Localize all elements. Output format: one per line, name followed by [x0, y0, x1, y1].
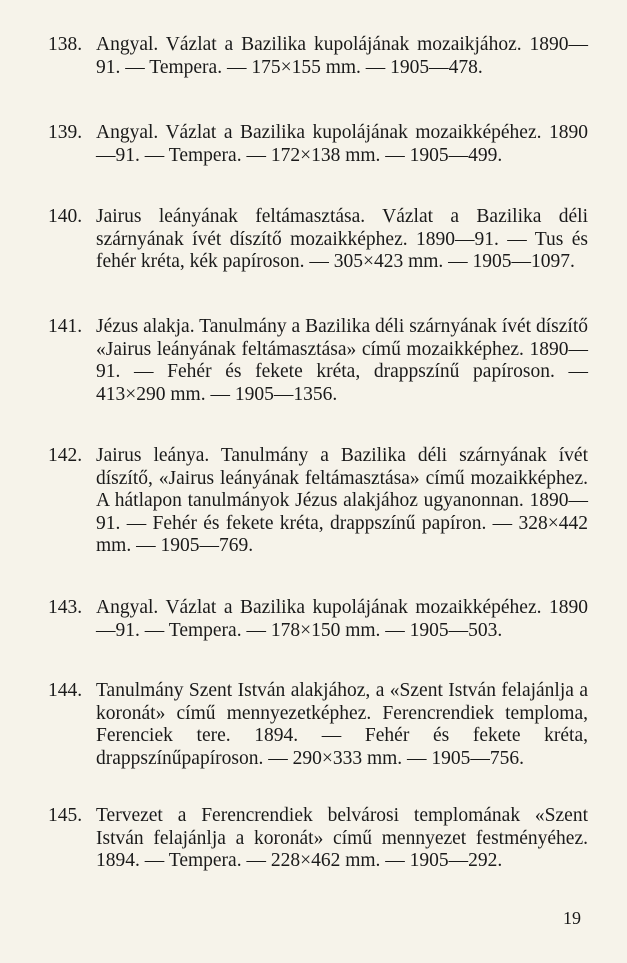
entry-text: Angyal. Vázlat a Bazilika kupolájának mozaikképéhez. 1890—91. — Tempera. — 172×138 mm. — 1905—499. [96, 122, 588, 166]
entry-number: 139. [48, 122, 83, 143]
entry-text: Jézus alakja. Tanulmány a Bazilika déli szárnyának ívét díszítő «Jairus leányának feltámasztása» című mozaikképhez. 1890—91. — Fehér és fekete kréta, drappszínű papíroson. — 413×290 mm. — 1905—1356. [96, 316, 588, 405]
entry-text: Tervezet a Ferencrendiek belvárosi templomának «Szent István felajánlja a koronát» című mennyezet festményéhez. 1894. — Tempera. — 228×462 mm. — 1905—292. [96, 805, 588, 871]
entry-text: Angyal. Vázlat a Bazilika kupolájának mozaikképéhez. 1890—91. — Tempera. — 178×150 mm. — 1905—503. [96, 597, 588, 641]
catalog-entry-143 [48, 597, 588, 642]
catalog-entry-138 [48, 34, 588, 79]
catalog-entry-139 [48, 122, 588, 167]
entry-text: Tanulmány Szent István alakjához, a «Szent István felajánlja a koronát» című mennyezetképhez. Ferencrendiek temploma, Ferenciek tere. 1894. — Fehér és fekete kréta, drappszínűpapíroson. — 290×333 mm. — 1905—756. [96, 680, 588, 769]
entry-number: 145. [48, 805, 83, 826]
catalog-entry-145 [48, 805, 588, 873]
entry-text: Jairus leánya. Tanulmány a Bazilika déli szárnyának ívét díszítő, «Jairus leányának feltámasztása» című mozaikképhez. A hátlapon tanulmányok Jézus alakjához ugyanonnan. 1890—91. — Fehér és fekete kréta, drappszínű papíron. — 328×442 mm. — 1905—769. [96, 445, 588, 556]
catalog-entry-141 [48, 316, 588, 406]
entry-number: 140. [48, 206, 83, 227]
entry-number: 143. [48, 597, 83, 618]
entry-number: 141. [48, 316, 83, 337]
page-number: 19 [563, 908, 581, 928]
entry-number: 142. [48, 445, 83, 466]
catalog-entry-140 [48, 206, 588, 274]
catalog-entry-144 [48, 680, 588, 770]
catalog-entry-142 [48, 445, 588, 558]
entry-number: 144. [48, 680, 83, 701]
entry-text: Angyal. Vázlat a Bazilika kupolájának mozaikjához. 1890—91. — Tempera. — 175×155 mm. — 1905—478. [96, 34, 588, 78]
entry-number: 138. [48, 34, 83, 55]
entry-text: Jairus leányának feltámasztása. Vázlat a Bazilika déli szárnyának ívét díszítő mozaikképhez. 1890—91. — Tus és fehér kréta, kék papíroson. — 305×423 mm. — 1905—1097. [96, 206, 588, 272]
